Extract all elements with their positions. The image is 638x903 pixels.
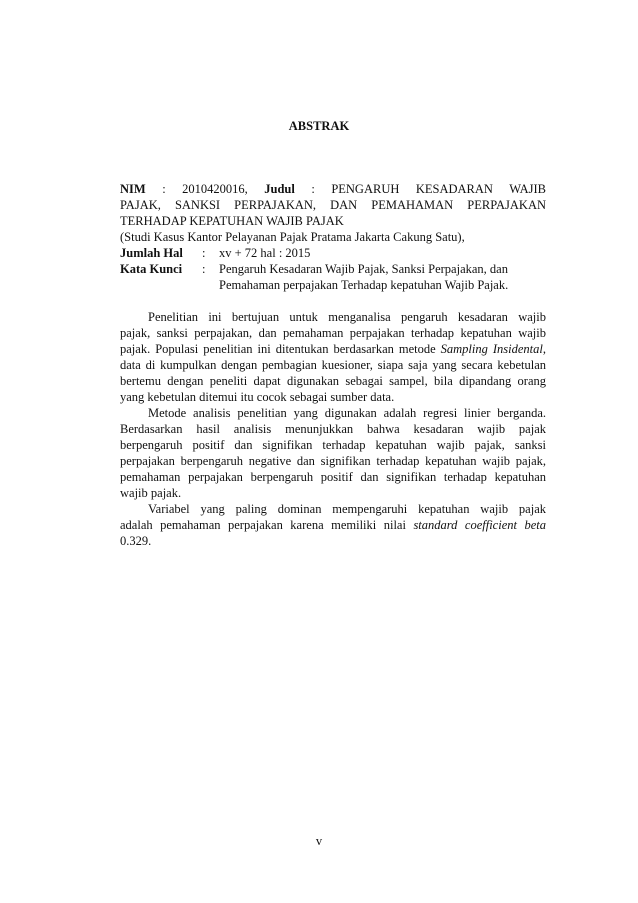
jumlah-hal-row — [120, 245, 310, 261]
nim-value: 2010420016, — [182, 182, 248, 196]
kata-kunci-value-line1: Pengaruh Kesadaran Wajib Pajak, Sanksi Perpajakan, dan — [219, 262, 508, 276]
paragraph-2-line-5: pemahaman perpajakan berpengaruh positif dan signifikan terhadap kepatuhan — [120, 470, 546, 484]
paragraph-3-line-3: 0.329. — [120, 534, 152, 548]
paragraph-2-line-4: perpajakan berpengaruh negative dan signifikan terhadap kepatuhan wajib pajak, — [120, 454, 546, 468]
page-title: ABSTRAK — [288, 119, 350, 133]
judul-text-part1: PENGARUH KESADARAN WAJIB — [331, 182, 547, 196]
method-comma: , — [542, 342, 546, 356]
method-intro-text: pajak. Populasi penelitian ini ditentukan berdasarkan metode — [120, 342, 441, 356]
paragraph-1-line-5: bertemu dengan peneliti dapat digunakan sebagai sampel, bila dipandang orang — [120, 374, 546, 388]
judul-text-part3: TERHADAP KEPATUHAN WAJIB PAJAK — [120, 214, 344, 228]
paragraph-3-line-2 — [120, 517, 546, 533]
judul-text-part2: PAJAK, SANKSI PERPAJAKAN, DAN PEMAHAMAN PERPAJAKAN — [120, 198, 546, 212]
judul-separator: : — [311, 182, 315, 196]
paragraph-2-line-1: Metode analisis penelitian yang digunakan adalah regresi linier berganda. — [148, 406, 546, 420]
judul-text-part4: (Studi Kasus Kantor Pelayanan Pajak Pratama Jakarta Cakung Satu), — [120, 230, 465, 244]
paragraph-1-line-2: pajak, sanksi perpajakan, dan pemahaman perpajakan terhadap kepatuhan wajib — [120, 326, 546, 340]
kata-kunci-separator: : — [202, 262, 206, 276]
result-intro-text: adalah pemahaman perpajakan karena memiliki nilai — [120, 518, 414, 532]
kata-kunci-row — [120, 261, 508, 277]
nim-separator: : — [162, 182, 166, 196]
paragraph-3-line-1: Variabel yang paling dominan mempengaruhi kepatuhan wajib pajak — [148, 502, 546, 516]
page-number: v — [315, 834, 323, 848]
paragraph-1-line-6: yang kebetulan ditemui itu cocok sebagai sumber data. — [120, 390, 395, 404]
method-name: Sampling Insidental — [440, 342, 543, 356]
paragraph-1-line-1: Penelitian ini bertujuan untuk menganalisa pengaruh kesadaran wajib — [148, 310, 546, 324]
judul-label: Judul — [264, 182, 295, 196]
nim-label: NIM — [120, 182, 146, 196]
paragraph-2-line-3: berpengaruh positif dan signifikan terhadap kepatuhan wajib pajak, sanksi — [120, 438, 546, 452]
nim-judul-line — [120, 181, 546, 197]
jumlah-hal-separator: : — [202, 246, 206, 260]
kata-kunci-label: Kata Kunci — [120, 262, 183, 276]
paragraph-2-line-2: Berdasarkan hasil analisis menunjukkan bahwa kesadaran wajib pajak — [120, 422, 546, 436]
paragraph-1-line-3 — [120, 341, 546, 357]
jumlah-hal-value: xv + 72 hal : 2015 — [219, 246, 311, 260]
paragraph-1-line-4: data di kumpulkan dengan pembagian kuesioner, siapa saja yang secara kebetulan — [120, 358, 546, 372]
jumlah-hal-label: Jumlah Hal — [120, 246, 183, 260]
metric-name: standard coefficient beta — [413, 518, 546, 532]
paragraph-2-line-6: wajib pajak. — [120, 486, 182, 500]
kata-kunci-value-line2: Pemahaman perpajakan Terhadap kepatuhan Wajib Pajak. — [219, 278, 509, 292]
